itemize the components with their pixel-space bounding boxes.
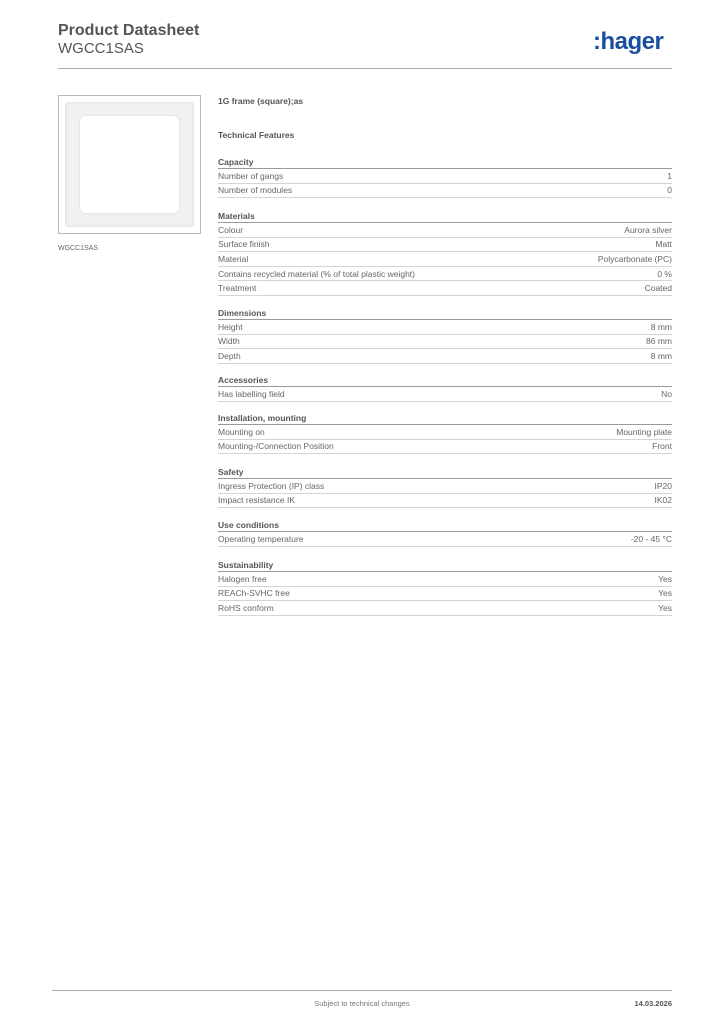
spec-row <box>218 440 672 455</box>
spec-value: Yes <box>658 588 672 599</box>
technical-features-heading: Technical Features <box>218 130 295 140</box>
section-title: Installation, mounting <box>218 412 672 425</box>
spec-value: 8 mm <box>650 321 672 332</box>
spec-row <box>218 169 672 184</box>
hager-logo: :hager <box>593 28 664 55</box>
spec-label: Number of modules <box>218 185 293 196</box>
spec-value: 0 <box>667 185 672 196</box>
spec-row <box>218 572 672 587</box>
document-title: Product Datasheet <box>58 22 200 39</box>
spec-section <box>218 466 672 508</box>
spec-value: 0 % <box>657 268 672 279</box>
spec-section <box>218 519 672 547</box>
spec-row <box>218 223 672 238</box>
product-code: WGCC1SAS <box>58 40 144 57</box>
product-image <box>58 95 201 234</box>
spec-row <box>218 479 672 494</box>
spec-value: Yes <box>658 602 672 613</box>
spec-value: Yes <box>658 573 672 584</box>
spec-row <box>218 320 672 335</box>
spec-row <box>218 532 672 547</box>
spec-label: Mounting on <box>218 426 265 437</box>
header-divider <box>58 68 672 69</box>
spec-value: Polycarbonate (PC) <box>597 253 672 264</box>
spec-value: 1 <box>667 170 672 181</box>
product-description: 1G frame (square);as <box>218 96 304 106</box>
section-title: Capacity <box>218 156 672 169</box>
spec-value: Coated <box>644 283 672 294</box>
spec-label: Has labelling field <box>218 388 285 399</box>
spec-value: No <box>661 388 672 399</box>
spec-label: Contains recycled material (% of total plastic weight) <box>218 268 415 279</box>
spec-label: Ingress Protection (IP) class <box>218 480 325 491</box>
spec-section <box>218 374 672 402</box>
spec-row <box>218 281 672 296</box>
spec-row <box>218 601 672 616</box>
section-title: Accessories <box>218 374 672 387</box>
spec-label: Surface finish <box>218 239 270 250</box>
frame-plate <box>65 102 194 227</box>
spec-value: Mounting plate <box>616 426 672 437</box>
spec-value: Front <box>652 441 672 452</box>
spec-row <box>218 387 672 402</box>
footer-date: 14.03.2026 <box>634 999 672 1008</box>
spec-value: -20 - 45 °C <box>630 533 672 544</box>
spec-label: Width <box>218 336 240 347</box>
spec-label: Depth <box>218 350 241 361</box>
spec-value: IP20 <box>654 480 672 491</box>
spec-label: Height <box>218 321 243 332</box>
section-title: Use conditions <box>218 519 672 532</box>
spec-value: IK02 <box>654 495 672 506</box>
spec-label: Halogen free <box>218 573 267 584</box>
spec-value: 8 mm <box>650 350 672 361</box>
spec-row <box>218 238 672 253</box>
spec-value: Aurora silver <box>624 224 672 235</box>
spec-value: 86 mm <box>646 336 672 347</box>
spec-label: Colour <box>218 224 244 235</box>
section-title: Sustainability <box>218 559 672 572</box>
section-title: Materials <box>218 210 672 223</box>
section-title: Dimensions <box>218 307 672 320</box>
spec-section <box>218 559 672 616</box>
frame-opening <box>80 116 179 213</box>
spec-row <box>218 425 672 440</box>
spec-row <box>218 184 672 199</box>
spec-label: Operating temperature <box>218 533 304 544</box>
spec-row <box>218 494 672 509</box>
spec-label: Number of gangs <box>218 170 284 181</box>
section-title: Safety <box>218 466 672 479</box>
spec-label: Material <box>218 253 249 264</box>
spec-label: RoHS conform <box>218 602 274 613</box>
footer-divider <box>52 990 672 991</box>
footer-note: Subject to technical changes <box>314 999 410 1008</box>
spec-section <box>218 210 672 296</box>
spec-label: Mounting-/Connection Position <box>218 441 334 452</box>
spec-row <box>218 267 672 282</box>
spec-row <box>218 335 672 350</box>
spec-label: Impact resistance IK <box>218 495 296 506</box>
spec-row <box>218 252 672 267</box>
spec-row <box>218 349 672 364</box>
spec-value: Matt <box>655 239 672 250</box>
spec-section <box>218 156 672 198</box>
spec-row <box>218 587 672 602</box>
spec-label: REACh-SVHC free <box>218 588 290 599</box>
spec-section <box>218 307 672 364</box>
spec-label: Treatment <box>218 283 257 294</box>
spec-section <box>218 412 672 454</box>
product-image-caption: WGCC1SAS <box>58 245 99 252</box>
